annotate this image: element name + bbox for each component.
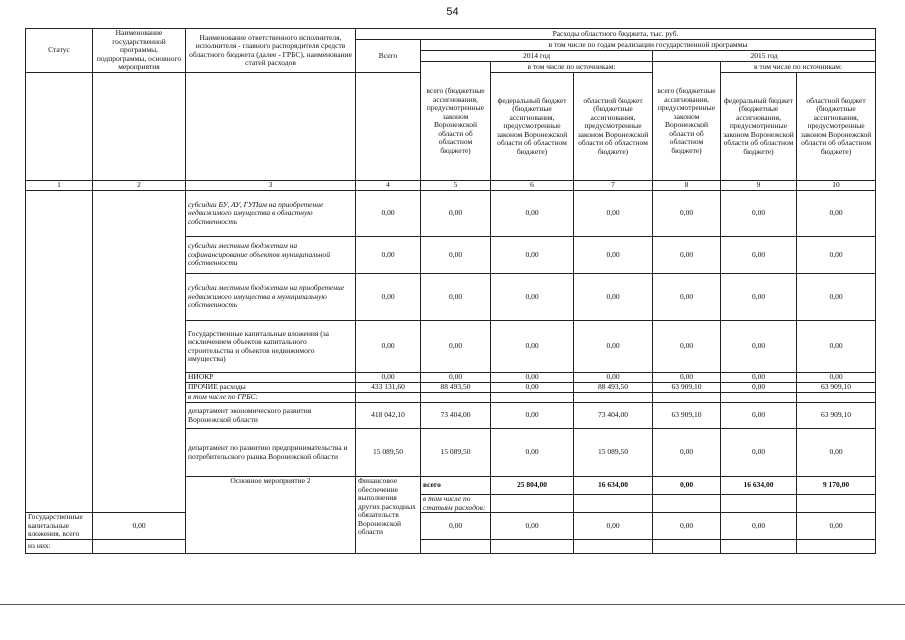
header-year-2014: 2014 год	[421, 51, 653, 62]
value-cell: 0,00	[574, 321, 653, 373]
value-cell: 0,00	[574, 191, 653, 237]
value-cell: 0,00	[491, 429, 574, 477]
value-cell: 0,00	[574, 237, 653, 274]
header-total: Всего	[356, 40, 421, 73]
col-number: 5	[421, 181, 491, 191]
page-number: 54	[446, 6, 459, 18]
value-cell: 0,00	[653, 373, 721, 383]
value-cell: 0,00	[797, 513, 876, 540]
header-expenses: Расходы областного бюджета, тыс. руб.	[356, 29, 876, 40]
row-label: ПРОЧИЕ расходы	[186, 383, 356, 393]
header-by-years: в том числе по годам реализации государственной программы	[421, 40, 876, 51]
value-cell: 16 634,00	[721, 477, 797, 495]
row-label: в том числе по ГРБС:	[186, 393, 356, 403]
header-2015-by-sources: в том числе по источникам:	[721, 62, 876, 73]
value-cell: 0,00	[721, 513, 797, 540]
header-2015-federal: федеральный бюджет (бюджетные ассигнования, предусмотренные законом Воронежской области об областном бюджете)	[721, 73, 797, 181]
value-cell: 0,00	[721, 403, 797, 429]
row-label: департамент экономического развития Воронежской области	[186, 403, 356, 429]
value-cell: 63 909,10	[653, 383, 721, 393]
value-cell: 0,00	[721, 429, 797, 477]
value-cell: 0,00	[653, 429, 721, 477]
value-cell: 63 909,10	[797, 383, 876, 393]
row-label: субсидии местным бюджетам на софинансирование объектов муниципальной собственности	[186, 237, 356, 274]
table-row	[26, 539, 876, 553]
value-cell: 0,00	[797, 373, 876, 383]
row-label: субсидии местным бюджетам на приобретение недвижимого имущества в муниципальную собственность	[186, 274, 356, 321]
value-cell: 433 131,60	[356, 383, 421, 393]
value-cell: 0,00	[653, 237, 721, 274]
value-cell: 0,00	[421, 274, 491, 321]
value-cell: 0,00	[93, 513, 186, 540]
program-cell-empty	[93, 191, 186, 513]
value-cell: 0,00	[574, 274, 653, 321]
value-cell: 0,00	[797, 321, 876, 373]
value-cell: 0,00	[491, 513, 574, 540]
header-2015-regional: областной бюджет (бюджетные ассигнования, предусмотренные законом Воронежской области об областном бюджете)	[797, 73, 876, 181]
value-cell: 0,00	[653, 274, 721, 321]
value-cell: 0,00	[421, 513, 491, 540]
header-2014-regional: областной бюджет (бюджетные ассигнования, предусмотренные законом Воронежской области об областном бюджете)	[574, 73, 653, 181]
row-label: департамент по развитию предпринимательства и потребительского рынка Воронежской области	[186, 429, 356, 477]
value-cell: 63 909,10	[653, 403, 721, 429]
value-cell: 63 909,10	[797, 403, 876, 429]
value-cell: 0,00	[421, 191, 491, 237]
value-cell: 0,00	[421, 237, 491, 274]
value-cell: 0,00	[491, 373, 574, 383]
value-cell: 0,00	[421, 373, 491, 383]
row-label: в том числе по статьям расходов:	[421, 495, 491, 513]
value-cell: 0,00	[574, 513, 653, 540]
value-cell: 88 493,50	[421, 383, 491, 393]
value-cell: 0,00	[797, 429, 876, 477]
value-cell: 0,00	[721, 321, 797, 373]
value-cell: 0,00	[491, 383, 574, 393]
value-cell: 0,00	[491, 321, 574, 373]
header-year-2015: 2015 год	[653, 51, 876, 62]
value-cell: 0,00	[721, 373, 797, 383]
value-cell: 73 404,00	[421, 403, 491, 429]
header-2014-federal: федеральный бюджет (бюджетные ассигнования, предусмотренные законом Воронежской области об областном бюджете)	[491, 73, 574, 181]
column-numbers-row	[26, 181, 876, 191]
value-cell: 0,00	[356, 321, 421, 373]
col-number: 4	[356, 181, 421, 191]
col-number: 8	[653, 181, 721, 191]
value-cell: 0,00	[797, 274, 876, 321]
value-cell: 0,00	[797, 237, 876, 274]
value-cell: 0,00	[356, 191, 421, 237]
col-number: 6	[491, 181, 574, 191]
value-cell: 9 170,00	[797, 477, 876, 495]
header-2015-all: всего (бюджетные ассигнования, предусмотренные законом Воронежской области об областном бюджете)	[653, 62, 721, 181]
header-executor: Наименование ответственного исполнителя, исполнителя - главного распорядителя средств областного бюджета (далее - ГРБС), наименование статей расходов	[186, 29, 356, 73]
table-row	[26, 513, 876, 540]
value-cell: 16 634,00	[574, 477, 653, 495]
value-cell: 25 804,00	[491, 477, 574, 495]
col-number: 1	[26, 181, 93, 191]
col-number: 10	[797, 181, 876, 191]
value-cell: 0,00	[721, 383, 797, 393]
value-cell: 0,00	[491, 191, 574, 237]
row-label: НИОКР	[186, 373, 356, 383]
row-label: из них:	[26, 539, 93, 553]
page-divider	[0, 604, 905, 605]
value-cell: 0,00	[491, 403, 574, 429]
value-cell: 0,00	[721, 237, 797, 274]
value-cell: 418 042,10	[356, 403, 421, 429]
value-cell: 0,00	[797, 191, 876, 237]
value-cell: 15 089,50	[574, 429, 653, 477]
row-label: Государственные капитальные вложения (за исключением объектов капитального строительства и объектов недвижимого имущества)	[186, 321, 356, 373]
col-number: 3	[186, 181, 356, 191]
value-cell: 0,00	[574, 373, 653, 383]
budget-table	[25, 28, 876, 554]
header-status: Статус	[26, 29, 93, 73]
value-cell: 73 404,00	[574, 403, 653, 429]
header-program-name: Наименование государственной программы, подпрограммы, основного мероприятия	[93, 29, 186, 73]
table-row	[26, 191, 876, 237]
measure-name: Финансовое обеспечение выполнения других расходных обязательств Воронежской области	[356, 477, 421, 554]
header-2014-by-sources: в том числе по источникам:	[491, 62, 653, 73]
value-cell: 0,00	[356, 274, 421, 321]
value-cell: 0,00	[421, 321, 491, 373]
value-cell: 15 089,50	[421, 429, 491, 477]
row-label: всего	[421, 477, 491, 495]
row-label: субсидии БУ, АУ, ГУПам на приобретение недвижимого имущества в областную собственность	[186, 191, 356, 237]
value-cell: 0,00	[356, 237, 421, 274]
value-cell: 0,00	[491, 274, 574, 321]
value-cell: 0,00	[653, 477, 721, 495]
value-cell: 0,00	[491, 237, 574, 274]
value-cell: 0,00	[721, 191, 797, 237]
value-cell: 0,00	[653, 191, 721, 237]
value-cell: 0,00	[356, 373, 421, 383]
col-number: 2	[93, 181, 186, 191]
value-cell: 0,00	[721, 274, 797, 321]
row-label: Государственные капитальные вложения, всего	[26, 513, 93, 540]
col-number: 7	[574, 181, 653, 191]
value-cell: 15 089,50	[356, 429, 421, 477]
value-cell: 88 493,50	[574, 383, 653, 393]
value-cell: 0,00	[653, 513, 721, 540]
header-2014-all: всего (бюджетные ассигнования, предусмотренные законом Воронежской области об областном бюджете)	[421, 62, 491, 181]
status-cell-empty	[26, 191, 93, 513]
value-cell: 0,00	[653, 321, 721, 373]
col-number: 9	[721, 181, 797, 191]
measure-status: Основное мероприятие 2	[186, 477, 356, 554]
